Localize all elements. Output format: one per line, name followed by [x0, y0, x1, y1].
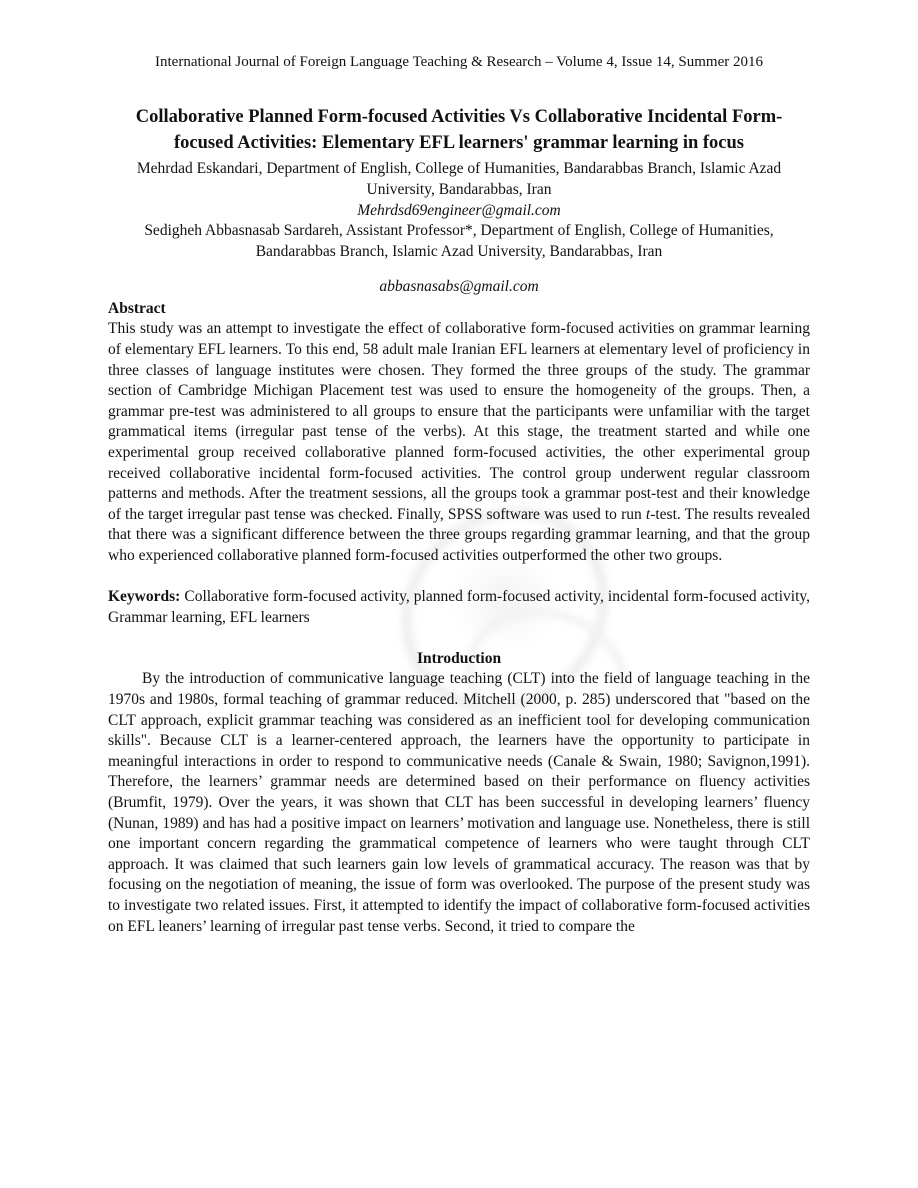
author1-email: Mehrdsd69engineer@gmail.com [357, 201, 561, 219]
authors-block [108, 159, 810, 298]
abstract-heading: Abstract [108, 299, 166, 317]
page-content [108, 52, 810, 937]
keywords-label: Keywords: [108, 588, 181, 606]
introduction-paragraph: By the introduction of communicative language teaching (CLT) into the field of language teaching in the 1970s and 1980s, formal teaching of grammar reduced. Mitchell (2000, p. 285) underscored that "based on the CLT approach, explicit grammar teaching was considered as an inefficient tool for developing communication skills". Because CLT is a learner-centered approach, the learners have the opportunity to participate in meaningful interactions in order to respond to communicative needs (Canale & Swain, 1980; Savignon,1991). Therefore, the learners’ grammar needs are determined based on their performance on fluency activities (Brumfit, 1979). Over the years, it was shown that CLT has been successful in developing learners’ fluency (Nunan, 1989) and has had a positive impact on learners’ motivation and language use. Nonetheless, there is still one important concern regarding the grammatical competence of learners who were taught through CLT approach. It was claimed that such learners gain low levels of grammatical accuracy. The reason was that by focusing on the negotiation of meaning, the issue of form was overlooked. The purpose of the present study was to investigate two related issues. First, it attempted to identify the impact of collaborative form-focused activities on EFL leaners’ learning of irregular past tense verbs. Second, it tried to compare the [108, 670, 810, 935]
introduction-heading: Introduction [416, 649, 502, 667]
keywords-paragraph [108, 587, 810, 628]
author1-affiliation: Mehrdad Eskandari, Department of English, College of Humanities, Bandarabbas Branch, Islamic Azad University, Bandarabbas, Iran [136, 160, 782, 198]
keywords-text: Collaborative form-focused activity, planned form-focused activity, incidental form-focused activity, Grammar learning, EFL learners [108, 588, 810, 626]
abstract-paragraph [108, 319, 810, 566]
author2-affiliation: Sedigheh Abbasnasab Sardareh, Assistant Professor*, Department of English, College of Humanities, Bandarabbas Branch, Islamic Azad University, Bandarabbas, Iran [144, 222, 774, 261]
author2-email: abbasnasabs@gmail.com [379, 277, 539, 295]
running-head: International Journal of Foreign Language Teaching & Research – Volume 4, Issue 14, Summer 2016 [155, 54, 763, 70]
abstract-text-before: This study was an attempt to investigate the effect of collaborative form-focused activities on grammar learning of elementary EFL learners. To this end, 58 adult male Iranian EFL learners at elementary level of proficiency in three classes of language institutes were chosen. They formed the three groups of the study. The grammar section of Cambridge Michigan Placement test was used to ensure the homogeneity of the groups. Then, a grammar pre-test was administered to all groups to ensure that the participants were unfamiliar with the target grammatical items (irregular past tense of the verbs). At this stage, the treatment started and while one experimental group received collaborative planned form-focused activities, the other experimental group received collaborative incidental form-focused activities. The control group underwent regular classroom patterns and methods. After the treatment sessions, all the groups took a grammar post-test and their knowledge of the target irregular past tense was checked. Finally, SPSS software was used to run [108, 320, 810, 523]
abstract-text-after: -test. The results revealed that there was a significant difference between the three groups regarding grammar learning, and that the group who experienced collaborative planned form-focused activities outperformed the other two groups. [108, 505, 810, 564]
abstract-t-italic: t [645, 505, 651, 523]
paper-title: Collaborative Planned Form-focused Activities Vs Collaborative Incidental Form-focused Activities: Elementary EFL learners' grammar learning in focus [135, 107, 783, 153]
